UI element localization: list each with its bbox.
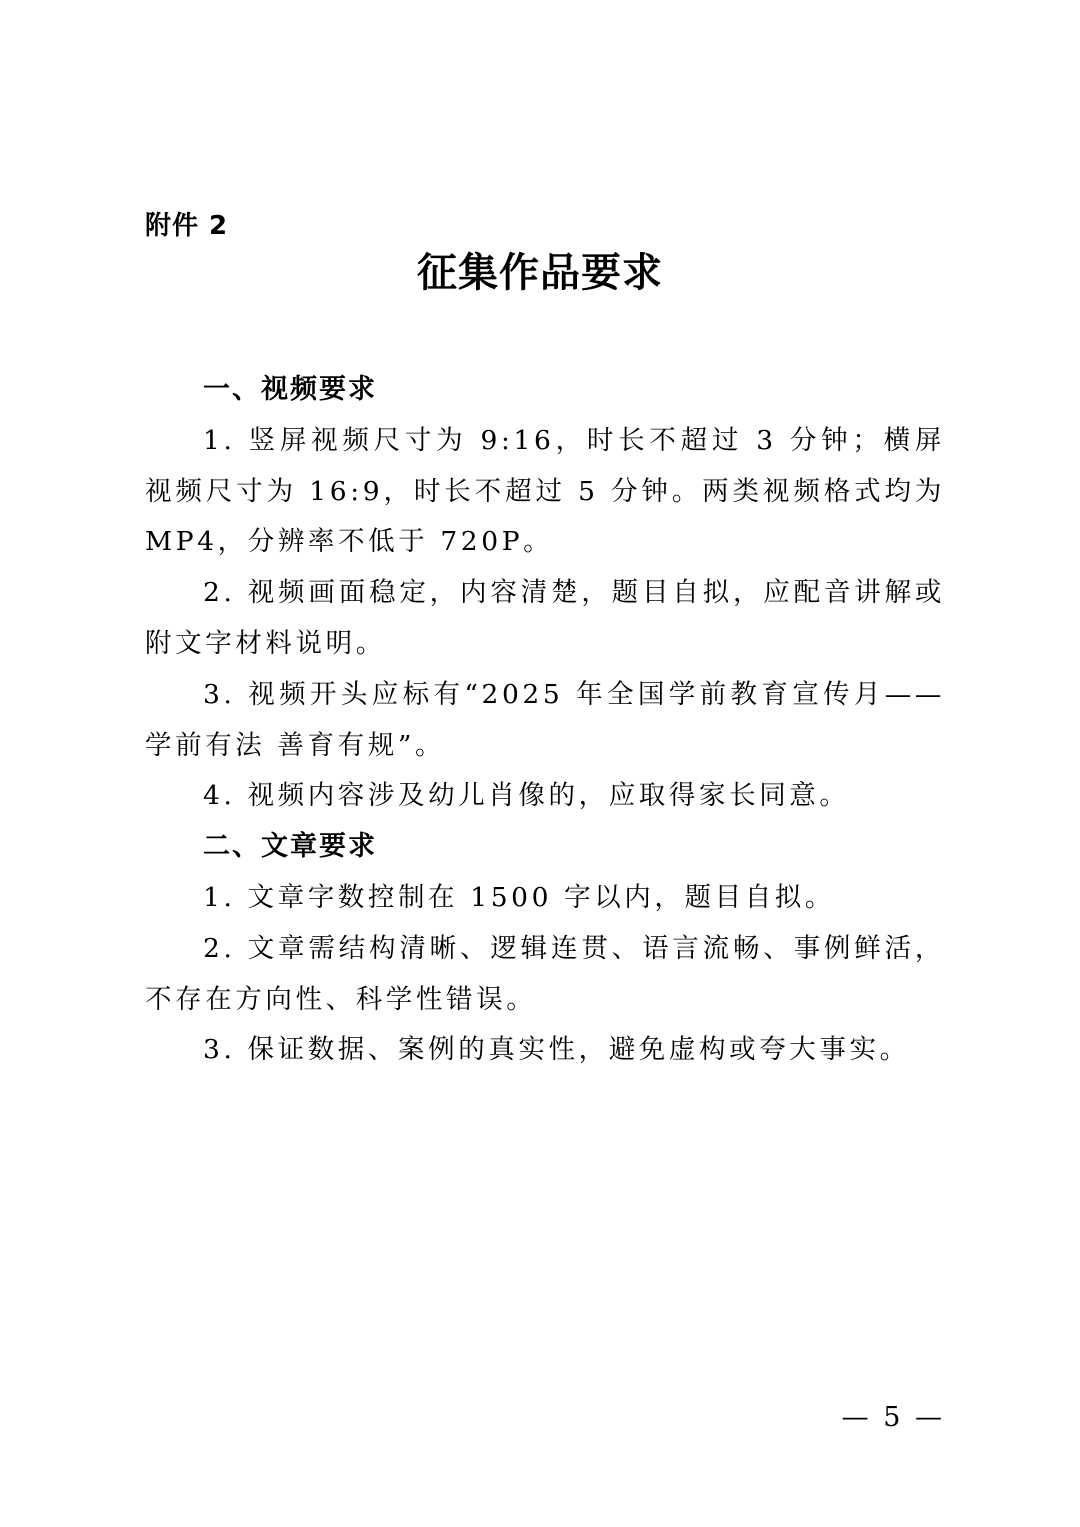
requirement-paragraph: 3. 保证数据、案例的真实性，避免虚构或夸大事实。: [203, 1034, 910, 1066]
document-body: [145, 365, 945, 1076]
section-article-requirements: [145, 822, 945, 1076]
attachment-label: 附件 2: [145, 211, 229, 241]
document-title: 征集作品要求: [417, 250, 663, 296]
requirement-paragraph: 3. 视频开头应标有“2025 年全国学前教育宣传月——学前有法 善育有规”。: [145, 678, 945, 761]
section-heading: 二、文章要求: [203, 831, 377, 863]
requirement-paragraph: 2. 视频画面稳定，内容清楚，题目自拟，应配音讲解或附文字材料说明。: [145, 577, 945, 659]
requirement-paragraph: 1. 文章字数控制在 1500 字以内，题目自拟。: [203, 881, 835, 913]
page-number: — 5 —: [841, 1402, 945, 1433]
section-heading: 一、视频要求: [203, 374, 377, 405]
requirement-paragraph: 2. 文章需结构清晰、逻辑连贯、语言流畅、事例鲜活，不存在方向性、科学性错误。: [145, 932, 945, 1015]
requirement-paragraph: 1. 竖屏视频尺寸为 9:16，时长不超过 3 分钟；横屏视频尺寸为 16:9，时长不超过 5 分钟。两类视频格式均为 MP4，分辨率不低于 720P。: [145, 424, 945, 558]
requirement-paragraph: 4. 视频内容涉及幼儿肖像的，应取得家长同意。: [203, 780, 850, 812]
section-video-requirements: [145, 365, 945, 822]
